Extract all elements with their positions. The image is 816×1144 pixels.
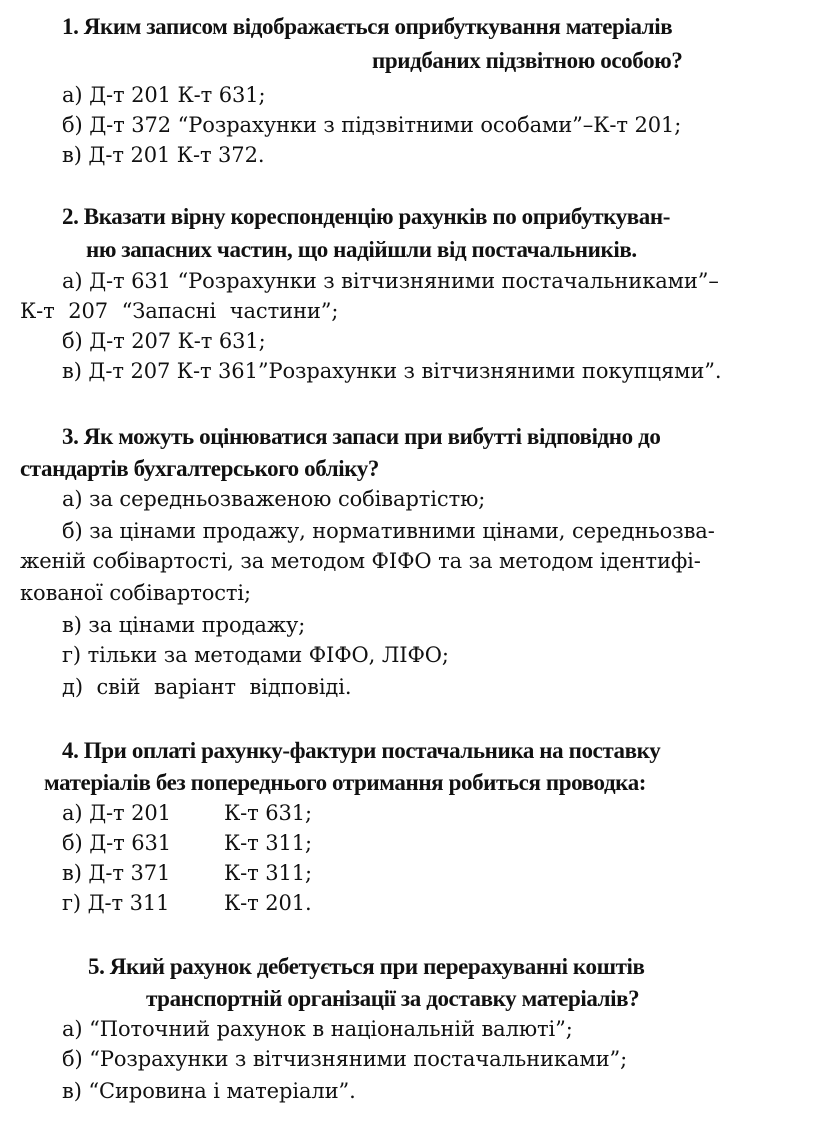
question-2-title-line-2: ню запасних частин, що надійшли від постачальників. xyxy=(86,237,637,262)
question-2-title-line-1: 2. Вказати вірну кореспонденцію рахунків по оприбуткуван- xyxy=(62,204,670,229)
question-4-answer-d xyxy=(62,888,662,918)
question-3-answer-d: г) тільки за методами ФІФО, ЛІФО; xyxy=(62,643,449,667)
question-3-answer-c: в) за цінами продажу; xyxy=(62,613,306,637)
question-5-title-line-2: транспортній організації за доставку матеріалів? xyxy=(146,986,640,1011)
question-3-answer-b-cont-1: женій собівартості, за методом ФІФО та за методом ідентифі- xyxy=(20,549,701,573)
answer-credit: К-т 311; xyxy=(224,861,312,885)
question-5-answer-a: а) “Поточний рахунок в національній валюті”; xyxy=(62,1017,573,1041)
question-1-title-line-2: придбаних підзвітною особою? xyxy=(372,48,683,73)
question-2-answer-b: б) Д-т 207 К-т 631; xyxy=(62,329,266,353)
question-4-title-line-1: 4. При оплаті рахунку-фактури постачальника на поставку xyxy=(62,738,661,763)
question-2-answer-a-cont: К-т 207 “Запасні частини”; xyxy=(20,299,339,323)
question-2-answer-c: в) Д-т 207 К-т 361”Розрахунки з вітчизняними покупцями”. xyxy=(62,359,722,383)
answer-credit: К-т 631; xyxy=(224,801,312,825)
question-1-answer-a: а) Д-т 201 К-т 631; xyxy=(62,83,266,107)
question-4-answer-c xyxy=(62,858,662,888)
question-3-title-line-1: 3. Як можуть оцінюватися запаси при вибутті відповідно до xyxy=(62,424,661,449)
question-1-title-line-1: 1. Яким записом відображається оприбуткування матеріалів xyxy=(62,14,673,39)
question-4-answer-a xyxy=(62,798,662,828)
answer-credit: К-т 201. xyxy=(224,891,312,915)
question-1-answer-c: в) Д-т 201 К-т 372. xyxy=(62,143,265,167)
question-5-title-line-1: 5. Який рахунок дебетується при перерахуванні коштів xyxy=(88,954,645,979)
answer-debit: г) Д-т 311 xyxy=(62,891,170,915)
question-4-title-line-2: матеріалів без попереднього отримання робиться проводка: xyxy=(44,770,647,795)
answer-debit: в) Д-т 371 xyxy=(62,861,171,885)
answer-debit: б) Д-т 631 xyxy=(62,831,172,855)
question-1-answer-b: б) Д-т 372 “Розрахунки з підзвітними особами”–К-т 201; xyxy=(62,113,682,137)
answer-credit: К-т 311; xyxy=(224,831,312,855)
answer-debit: а) Д-т 201 xyxy=(62,801,171,825)
question-5-answer-c: в) “Сировина і матеріали”. xyxy=(62,1079,356,1103)
question-3-answer-b: б) за цінами продажу, нормативними цінами, середньозва- xyxy=(62,519,715,543)
question-3-answer-a: а) за середньозваженою собівартістю; xyxy=(62,487,486,511)
question-3-answer-b-cont-2: кованої собівартості; xyxy=(20,581,252,605)
question-2-answer-a: а) Д-т 631 “Розрахунки з вітчизняними постачальниками”– xyxy=(62,269,719,293)
question-3-title-line-2: стандартів бухгалтерського обліку? xyxy=(20,456,379,481)
question-5-answer-b: б) “Розрахунки з вітчизняними постачальниками”; xyxy=(62,1047,628,1071)
question-4-answer-b xyxy=(62,828,662,858)
question-3-answer-e: д) свій варіант відповіді. xyxy=(62,675,352,699)
